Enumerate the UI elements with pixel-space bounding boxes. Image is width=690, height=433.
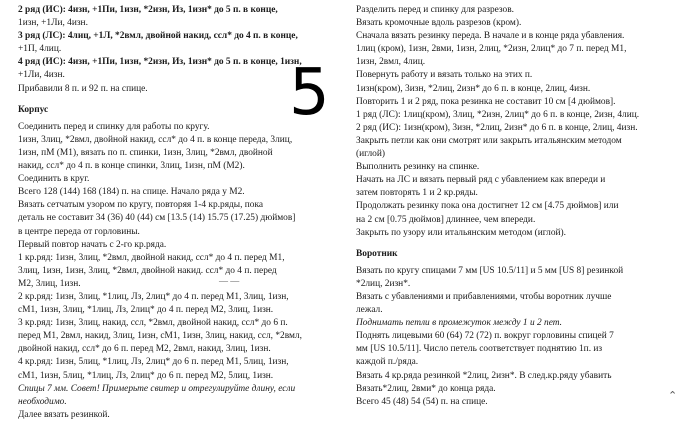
round-line: М2, 3лиц, 1изн. (18, 278, 81, 289)
row-label: 3 ряд (ЛС): 4лиц, +1Л, *2вмл, двойной накид, ссл* до 4 п. в конце, (18, 31, 298, 42)
text-line: Вязать*2лиц, 2вми* до конца ряда. (356, 383, 496, 394)
text-line: Сначала вязать резинку переда. В начале и в конце ряда убавления. (356, 31, 625, 42)
text-line: накид, ссл* до 4 п. в конце спинки, 3лиц, 1изн, пМ (М2). (18, 161, 245, 172)
text-line: *2лиц, 2изн*. (356, 278, 411, 289)
row-label: 4 ряд (ИС): 4изн, +1Пи, 1изн, *2изн, Из, 1изн* до 5 п. в конце, 1изн, (18, 57, 302, 68)
text-line: Закрыть по узору или итальянским методом (иглой). (356, 227, 566, 238)
section-heading-body: Корпус (18, 104, 49, 115)
text-line: 1изн, 2вмл, 4лиц. (356, 57, 426, 68)
text-line: Разделить перед и спинку для разрезов. (356, 5, 515, 15)
text-line: каждой п./ряда. (356, 357, 419, 368)
text-line: 1изн, +1Ли, 4изн. (18, 18, 88, 29)
round-line: сМ1, 1изн, 3лиц, *1лиц, Лз, 2лиц* до 4 п. перед М2, 3лиц, 1изн. (18, 305, 274, 316)
round-line: 3лиц, 1изн, 1изн, 3лиц, *2вмл, двойной накид. ссл* до 4 п. перед (18, 265, 277, 276)
text-line: Вязать 4 кр.ряда резинкой *2лиц, 2изн*. В след.кр.ряду убавить (356, 370, 612, 381)
text-line: 1 ряд (ЛС): 1лиц(кром), 3лиц, *2изн, 2лиц* до 6 п. в конце, 2изн, 4лиц. (356, 109, 640, 120)
round-line: перед М1, 2вмл, накид, 3лиц, 1изн, сМ1, 1изн, 3лиц, накид, ссл, *2вмл, (18, 331, 302, 342)
text-line: Выполнить резинку на спинке. (356, 162, 480, 173)
text-line (18, 4, 336, 17)
tip-line: необходимо. (18, 396, 67, 407)
text-line: Повторить 1 и 2 ряд, пока резинка не составит 10 см [4 дюймов]. (356, 96, 616, 107)
text-line: 1изн, 3лиц, *2вмл, двойной накид, ссл* до 4 п. в конце переда, 3лиц, (18, 134, 293, 145)
text-line: в центре переда от горловины. (18, 226, 140, 237)
text-line: Поднять лицевыми 60 (64) 72 (72) п. вокруг горловины спицей 7 (356, 331, 614, 342)
row-label: 2 ряд (ИС): 4изн, +1Пи, 1изн, *2изн, Из, 1изн* до 5 п. в конце, (18, 5, 278, 15)
round-line: 3 кр.ряд: 1изн, 3лиц, накид, ссл, *2вмл, двойной накид, ссл* до 6 п. (18, 318, 288, 329)
text-line: +1П, 4лиц. (18, 44, 62, 55)
round-line: 1 кр.ряд: 1изн, 3лиц, *2вмл, двойной накид, ссл* до 4 п. перед М1, (18, 252, 285, 263)
round-line: 4 кр.ряд: 1изн, 5лиц, *1лиц, Лз, 2лиц* до 6 п. перед М1, 5лиц, 1изн, (18, 357, 289, 368)
text-line: лежал. (356, 305, 383, 316)
round-line: 2 кр.ряд: 1изн, 3лиц, *1лиц, Лз, 2лиц* до 4 п. перед М1, 3лиц, 1изн, (18, 291, 289, 302)
text-line: 2 ряд (ИС): 1изн(кром), 3изн, *2лиц, 2изн* до 6 п. в конце, 2лиц, 4изн. (356, 122, 638, 133)
text-line: Всего 128 (144) 168 (184) п. на спице. Начало ряда у М2. (18, 187, 245, 198)
spacer (356, 240, 682, 248)
text-line: затем повторять 1 и 2 кр.ряды. (356, 188, 478, 199)
text-line: Закрыть петли как они смотрят или закрыть итальянским методом (356, 135, 622, 146)
text-line (18, 30, 336, 43)
right-column (356, 4, 682, 409)
italic-line: Поднимать петли в промежуток между 1 и 2 пет. (356, 318, 562, 329)
text-line: Вязать с убавлениями и прибавлениями, чтобы воротник лучше (356, 291, 612, 302)
stray-dash-mark: — — (219, 276, 240, 286)
text-line: Всего 45 (48) 54 (54) п. на спице. (356, 396, 488, 407)
section-heading-collar: Воротник (356, 248, 398, 259)
text-line: 1изн(кром), 3изн, *2лиц, 2изн* до 6 п. в конце, 2лиц, 4изн. (356, 83, 591, 94)
text-line: Начать на ЛС и вязать первый ряд с убавлением как впереди и (356, 175, 606, 186)
text-line: Продолжать резинку пока она достигнет 12 см [4.75 дюймов] или (356, 201, 619, 212)
text-line: (иглой) (356, 149, 386, 160)
text-line: на 2 см [0.75 дюймов] длиннее, чем впереди. (356, 214, 536, 225)
text-line: Повернуть работу и вязать только на этих п. (356, 70, 533, 81)
text-line: Далее вязать резинкой. (18, 409, 110, 420)
text-line: +1Ли, 4изн. (18, 70, 65, 81)
text-line: Вязать по кругу спицами 7 мм [US 10.5/11] и 5 мм [US 8] резинкой (356, 265, 624, 276)
text-line: Вязать сетчатым узором по кругу, повторяя 1-4 кр.ряды, пока (18, 200, 264, 211)
text-line: Соединить перед и спинку для работы по кругу. (18, 121, 210, 132)
text-line: 1лиц (кром), 1изн, 2вми, 1изн, 2лиц, *2изн, 2лиц* до 7 п. перед М1, (356, 44, 627, 55)
round-line: двойной накид, ссл* до 6 п. перед М2, 2вмл, накид, 3лиц, 1изн. (18, 344, 271, 355)
text-line: Прибавили 8 п. и 92 п. на спице. (18, 83, 148, 94)
text-line: 1изн, пМ (М1), вязать по п. спинки, 1изн, 3лиц, *2вмл, двойной (18, 147, 273, 158)
text-line: деталь не составит 34 (36) 40 (44) см [13.5 (14) 15.75 (17.25) дюймов] (18, 213, 296, 224)
round-line: сМ1, 1изн, 5лиц, *1лиц, Лз, 2лиц* до 6 п. перед М2, 5лиц, 1изн. (18, 370, 274, 381)
text-line: Соединить в круг. (18, 174, 90, 185)
text-line: Вязать кромочные вдоль разрезов (кром). (356, 18, 522, 29)
text-line: мм [US 10.5/11]. Число петель соответствует поднятию 1п. из (356, 344, 603, 355)
page-number: 5 (289, 56, 330, 130)
tip-line: Спицы 7 мм. Совет! Примерьте свитер и отрегулируйте длину, если (18, 383, 296, 394)
stray-caret-mark: ⌃ (668, 390, 678, 402)
text-line: Первый повтор начать с 2-го кр.ряда. (18, 239, 167, 250)
